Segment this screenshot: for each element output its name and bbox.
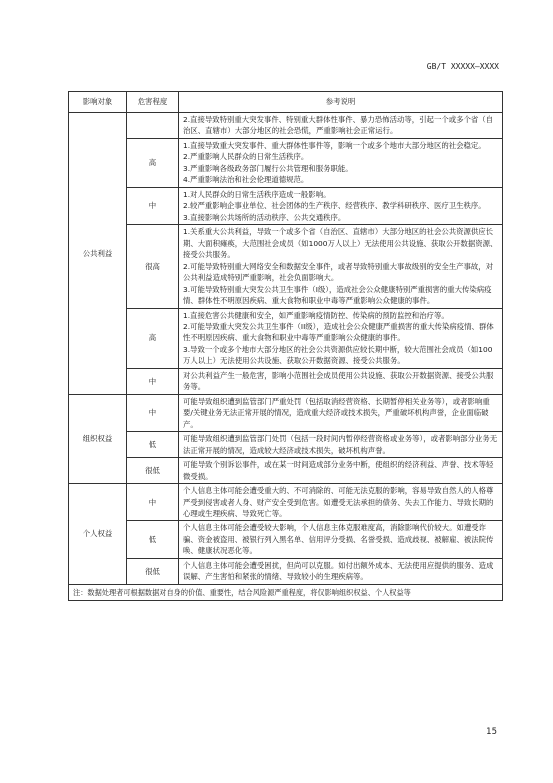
table-header-row xyxy=(69,92,503,113)
reference-item: 1.直接危害公共健康和安全，如严重影响疫情防控、传染病的预防监控和治疗等。 xyxy=(183,310,449,320)
harm-level-cell: 低 xyxy=(127,521,179,558)
reference-cell xyxy=(179,484,503,521)
harm-level-cell: 高 xyxy=(127,308,179,368)
harm-level-cell: 中 xyxy=(127,394,179,431)
reference-item: 4.严重影响法治和社会伦理道德规范。 xyxy=(183,175,309,185)
reference-item: 2.可能导致重大突发公共卫生事件（II级），造成社会公众健康严重损害的重大传染病疫情、群体性不明原因疾病、重大食物和职业中毒等严重影响公众健康的事件。 xyxy=(183,321,494,343)
impact-table-container xyxy=(68,91,502,601)
reference-cell xyxy=(179,368,503,394)
impact-object-cell: 公共利益 xyxy=(69,113,127,395)
reference-cell xyxy=(179,138,503,187)
table-row xyxy=(69,225,503,308)
reference-cell xyxy=(179,558,503,584)
reference-cell xyxy=(179,308,503,368)
reference-item: 可能导致组织遭到监管部门处罚（包括一段时间内暂停经营资格或业务等），或者影响部分业务无法正常开展的情况，造成较大经济或技术损失，破坏机构声誉。 xyxy=(183,434,498,455)
reference-cell xyxy=(179,113,503,139)
standard-code: GB/T XXXXX—XXXX xyxy=(426,62,499,71)
reference-cell xyxy=(179,432,503,458)
harm-level-cell: 中 xyxy=(127,484,179,521)
reference-cell xyxy=(179,225,503,308)
impact-object-cell: 个人权益 xyxy=(69,484,127,585)
table-row xyxy=(69,113,503,139)
harm-level-cell: 很低 xyxy=(127,558,179,584)
reference-item: 3.可能导致特别重大突发公共卫生事件（I级），造成社会公众健康特别严重损害的重大传染病疫情、群体性不明原因疾病、重大食物和职业中毒等严重影响公众健康的事件。 xyxy=(183,284,492,306)
table-note: 注：数据处理者可根据数据对自身的价值、重要性，结合风险源严重程度，将仅影响组织权益、个人权益等 xyxy=(69,584,503,600)
reference-item: 3.严重影响各级政务部门履行公共管理和服务职能。 xyxy=(183,163,353,173)
table-row xyxy=(69,484,503,521)
harm-level-cell: 低 xyxy=(127,432,179,458)
harm-level-cell: 中 xyxy=(127,187,179,224)
header-impact-object: 影响对象 xyxy=(69,92,127,113)
table-note-row xyxy=(69,584,503,600)
reference-item: 2.较严重影响企事业单位、社会团体的生产秩序、经营秩序、教学科研秩序、医疗卫生秩序。 xyxy=(183,201,486,211)
table-row xyxy=(69,432,503,458)
harm-level-cell: 很高 xyxy=(127,225,179,308)
harm-level-cell: 高 xyxy=(127,138,179,187)
reference-item: 1.关系重大公共利益，导致一个或多个省（自治区、直辖市）大部分地区的社会公共资源供应长期、大面积瘫痪，大范围社会成员（如1000万人以上）无法使用公共设施、获取公开数据资源、接受公共服务。 xyxy=(183,227,498,260)
reference-item: 1.直接导致重大突发事件、重大群体性事件等，影响一个或多个地市大部分地区的社会稳定。 xyxy=(183,140,486,150)
reference-item: 个人信息主体可能会遭受重大的、不可消除的、可能无法克服的影响，容易导致自然人的人格尊严受到侵害或者人身、财产安全受到危害。如遭受无法承担的债务、失去工作能力、导致长期的心理或生理疾病、导致死亡等。 xyxy=(183,486,494,518)
header-harm-level: 危害程度 xyxy=(127,92,179,113)
reference-cell xyxy=(179,521,503,558)
reference-cell xyxy=(179,458,503,484)
table-row xyxy=(69,368,503,394)
impact-table xyxy=(68,91,503,601)
reference-item: 3.直接影响公共场所的活动秩序、公共交通秩序。 xyxy=(183,212,346,222)
reference-item: 对公共利益产生一般危害，影响小范围社会成员使用公共设施、获取公开数据资源、接受公共服务等。 xyxy=(183,370,494,392)
page-number: 15 xyxy=(486,727,497,737)
table-row xyxy=(69,187,503,224)
header-reference: 参考说明 xyxy=(179,92,503,113)
table-row xyxy=(69,558,503,584)
harm-level-cell: 很低 xyxy=(127,458,179,484)
reference-item: 2.直接导致特别重大突发事件、特别重大群体性事件、暴力恐怖活动等，引起一个或多个省（自治区、直辖市）大部分地区的社会恐慌，严重影响社会正常运行。 xyxy=(183,115,494,136)
impact-object-cell: 组织权益 xyxy=(69,394,127,483)
reference-item: 可能导致组织遭到监管部门严重处罚（包括取消经营资格、长期暂停相关业务等），或者影响重要/关键业务无法正常开展的情况，造成重大经济或技术损失，严重破坏机构声誉，企业面临破产。 xyxy=(183,396,490,429)
reference-item: 1.对人民群众的日常生活秩序造成一般影响。 xyxy=(183,189,331,199)
table-row xyxy=(69,458,503,484)
reference-item: 3.导致一个或多个地市大部分地区的社会公共资源供应较长期中断，较大范围社会成员（如100万人以上）无法使用公共设施、获取公开数据资源、接受公共服务。 xyxy=(183,344,493,366)
table-row xyxy=(69,394,503,431)
harm-level-cell: 中 xyxy=(127,368,179,394)
reference-item: 2.可能导致特别重大网络安全和数据安全事件，或者导致特别重大事故级别的安全生产事故，对公共利益造成特别严重影响，社会负面影响大。 xyxy=(183,261,494,283)
reference-cell xyxy=(179,394,503,431)
table-row xyxy=(69,521,503,558)
harm-level-cell xyxy=(127,113,179,139)
reference-item: 2.严重影响人民群众的日常生活秩序。 xyxy=(183,152,309,162)
table-row xyxy=(69,308,503,368)
reference-item: 个人信息主体可能会遭受较大影响，个人信息主体克服难度高，消除影响代价较大。如遭受诈骗、资金被盗用、被银行列入黑名单、信用评分受损、名誉受损、造成歧视、被解雇、被法院传唤、健康状况恶化等。 xyxy=(183,523,494,556)
table-row xyxy=(69,138,503,187)
reference-item: 个人信息主体可能会遭受困扰，但尚可以克服。如付出额外成本、无法使用应提供的服务、造成误解、产生害怕和紧张的情绪、导致较小的生理疾病等。 xyxy=(183,560,494,582)
reference-item: 可能导致个别诉讼事件，或在某一时间造成部分业务中断，使组织的经济利益、声誉、技术等轻微受损。 xyxy=(183,460,494,481)
reference-cell xyxy=(179,187,503,224)
